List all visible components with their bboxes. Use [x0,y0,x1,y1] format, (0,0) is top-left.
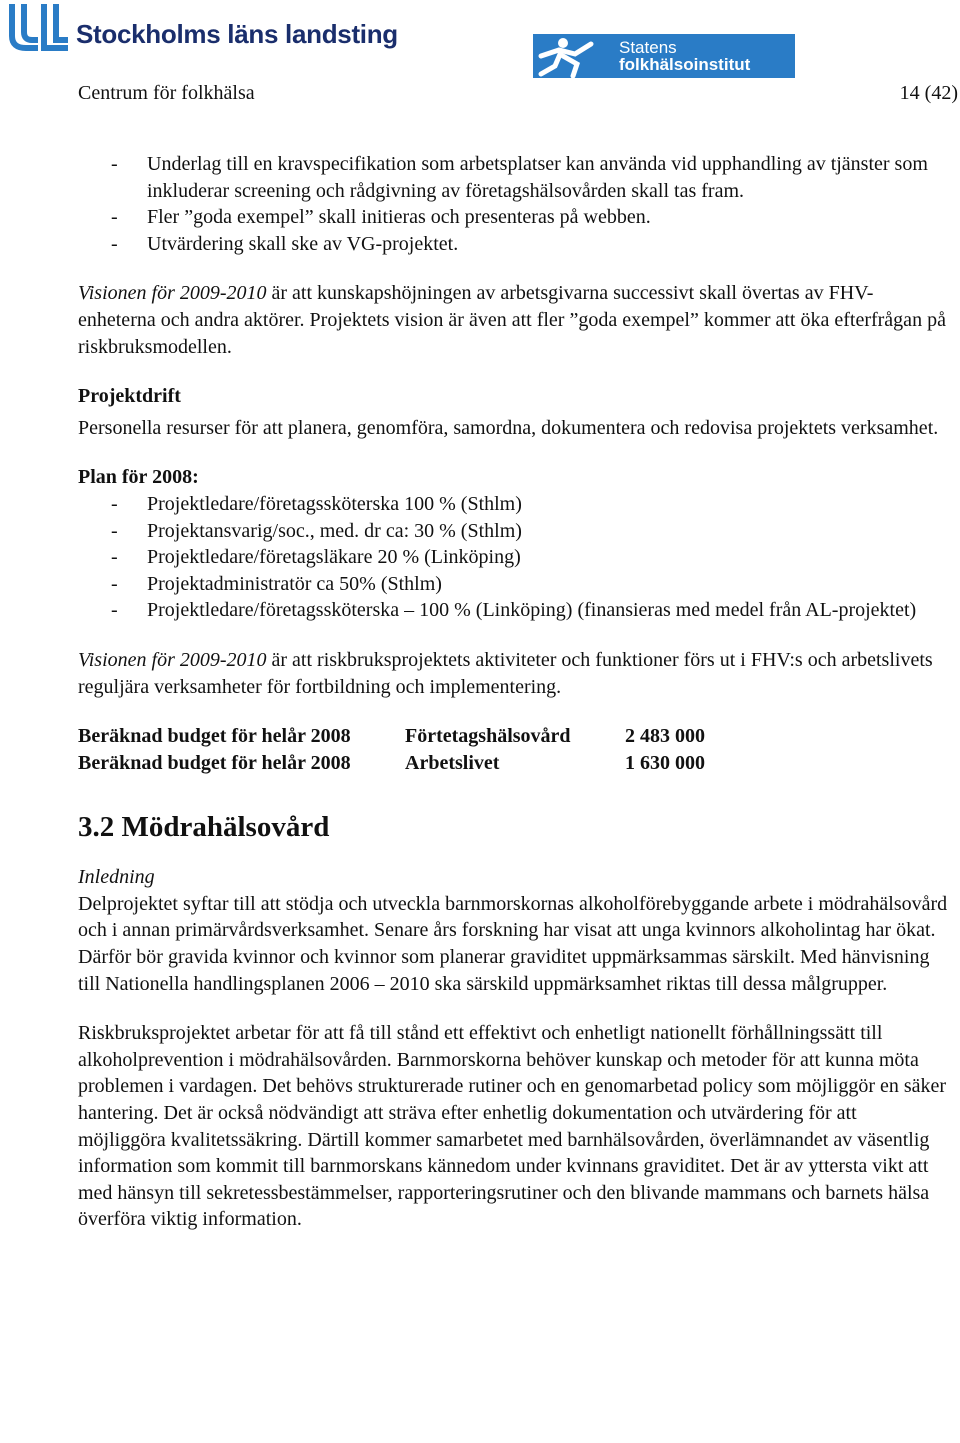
list-item: - Underlag till en kravspecifikation som arbetsplatser kan använda vid upphandling av tjänster som inkluderar screening och rådgivning av företagshälsovården skall tas fram. [111,153,928,202]
list-item: - Projektledare/företagssköterska – 100 % (Linköping) (finansieras med medel från AL-projektet) [111,599,917,622]
section-heading: 3.2 Mödrahälsovård [78,811,330,844]
runner-icon [533,34,609,78]
list-item: - Projektadministratör ca 50% (Sthlm) [111,572,442,595]
fhi-logo-text [619,39,750,73]
projektdrift-text: Personella resurser för att planera, genomföra, samordna, dokumentera och redovisa projektets verksamhet. [78,416,939,439]
plan-heading: Plan för 2008: [78,466,199,489]
body-paragraph: Riskbruksprojektet arbetar för att få till stånd ett effektivt och enhetligt nationellt förhållningssätt till alkoholprevention i mödrahälsovården. Barnmorskorna behöver kunskap och metoder för att kunna möta problemen i vardagen. Det behövs strukturerade rutiner och en genomarbetad policy som möjliggör en säker hantering. Det är också nödvändigt att sträva efter enhetlig dokumentation och utvärdering för att möjliggöra kvalitetssäkring. Därtill kommer samarbetet med barnhälsovården, överlämnandet av väsentlig information som kommit till barnmorskans kännedom under kvinnans graviditet. Det är av yttersta vikt att med hänsyn till sekretessbestämmelser, rapporteringsrutiner och den blivande mammans och barnets hälsa överföra viktig information. [78,1022,947,1231]
vision-paragraph-2: Visionen för 2009-2010 är att riskbruksprojektets aktiviteter och funktioner förs ut i FHV:s och arbetslivets reguljära verksamheter för fortbildning och implementering. [78,648,933,698]
list-item: - Fler ”goda exempel” skall initieras och presenteras på webben. [111,206,651,229]
page-header [78,82,958,105]
fhi-line1: Statens [619,38,677,57]
list-item: - Projektledare/företagssköterska 100 % (Sthlm) [111,492,522,515]
intro-paragraph: Delprojektet syftar till att stödja och utveckla barnmorskornas alkoholförebyggande arbete i mödrahälsovård och i annan primärvårdsverksamhet. Senare års forskning har visat att unga kvinnors alkoholintag har ökat. Därför bör gravida kvinnor och kvinnor som planerar graviditet uppmärksammas särskilt. Med hänvisning till Nationella handlingsplanen 2006 – 2010 ska särskild uppmärksamhet riktas till dessa målgrupper. [78,892,948,995]
list-item: - Utvärdering skall ske av VG-projektet. [111,232,459,255]
budget-row: Beräknad budget för helår 2008 Arbetslivet 1 630 000 [78,751,705,774]
sll-logo [8,2,398,52]
document-body [78,151,948,1233]
fhi-logo [533,34,795,78]
list-item: - Projektledare/företagsläkare 20 % (Linköping) [111,546,521,569]
page-number: 14 (42) [899,82,958,104]
budget-table [78,723,948,776]
vision-paragraph-1: Visionen för 2009-2010 är att kunskapshöjningen av arbetsgivarna successivt skall övertas av FHV-enheterna och andra aktörer. Projektets vision är även att fler ”goda exempel” kommer att öka efterfrågan på riskbruksmodellen. [78,282,946,358]
sll-logo-text: Stockholms läns landsting [76,19,398,49]
sub-heading: Inledning [78,866,155,889]
list-item: - Projektansvarig/soc., med. dr ca: 30 % (Sthlm) [111,519,522,542]
fhi-line2: folkhälsoinstitut [619,55,751,74]
projektdrift-heading: Projektdrift [78,385,181,408]
budget-row: Beräknad budget för helår 2008 Förtetagshälsovård 2 483 000 [78,725,705,748]
bullet-list-1 [78,151,948,257]
plan-list [78,491,948,624]
sll-logo-mark-icon [8,2,70,52]
department-name: Centrum för folkhälsa [78,82,255,104]
